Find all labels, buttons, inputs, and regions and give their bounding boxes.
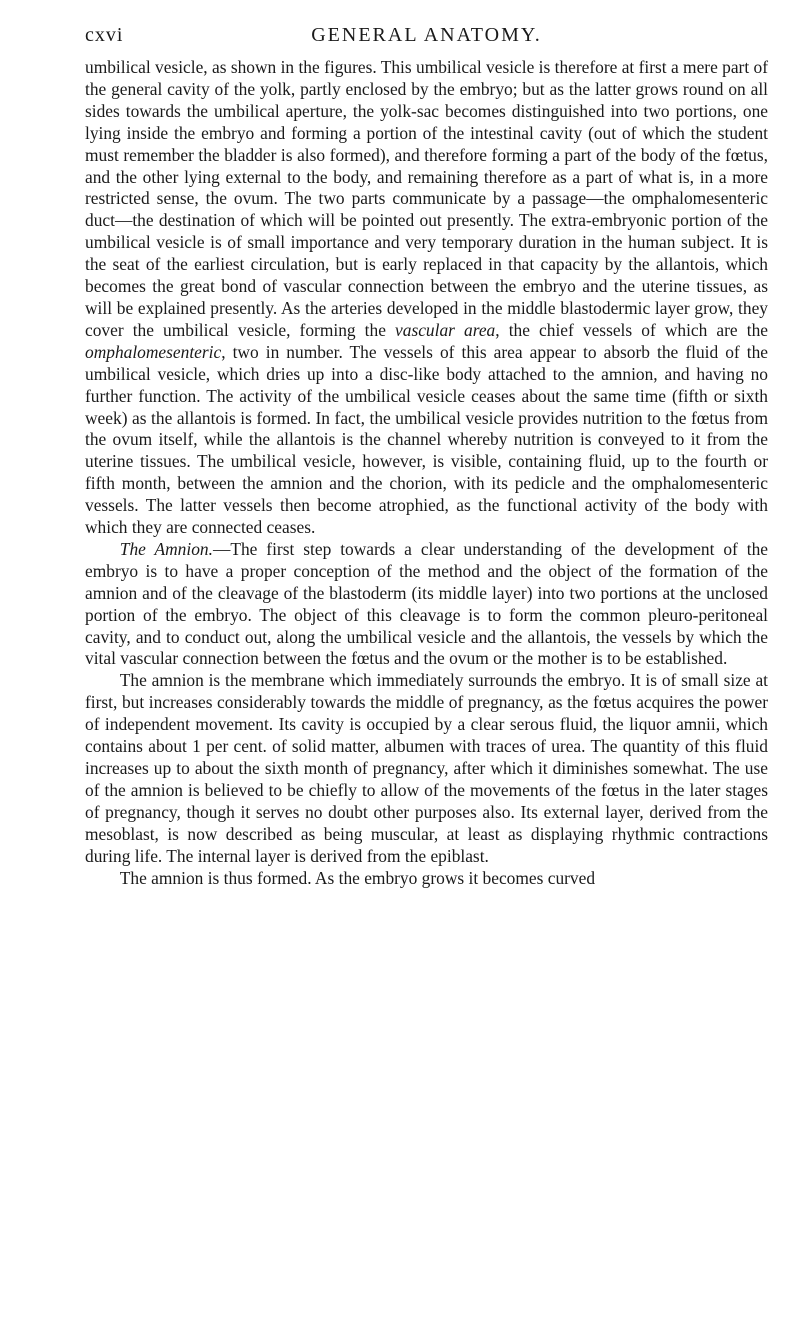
paragraph (85, 539, 768, 670)
text-run: —The first step towards a clear understanding of the development of the embryo is to have a proper conception of the method and the object of the formation of the amnion and of the cleavage of the blastoderm (its middle layer) into two portions at the unclosed portion of the embryo. The object of this cleavage is to form the common pleuro-peritoneal cavity, and to conduct out, along the umbilical vesicle and the allantois, the vessels by which the vital vascular connection between the fœtus and the ovum or the mother is to be established. (85, 538, 768, 669)
text-run: , two in number. The vessels of this area appear to absorb the fluid of the umbilical vesicle, which dries up into a disc-like body attached to the amnion, and having no further function. The activity of the umbilical vesicle ceases about the same time (fifth or sixth week) as the allantois is formed. In fact, the umbilical vesicle provides nutrition to the fœtus from the ovum itself, while the allantois is the channel whereby nutrition is conveyed to it from the uterine tissues. The umbilical vesicle, however, is visible, containing fluid, up to the fourth or fifth month, between the amnion and the chorion, with its pedicle and the omphalomesenteric vessels. The latter vessels then become atrophied, as the functional activity of the body with which they are connected ceases. (85, 341, 768, 538)
running-title: GENERAL ANATOMY. (311, 24, 542, 46)
book-page (85, 22, 768, 889)
text-run: The amnion is thus formed. As the embryo grows it becomes curved (119, 867, 596, 888)
italic-text: omphalomesenteric (85, 341, 222, 362)
page-number: cxvi (85, 24, 124, 46)
page-header (85, 22, 768, 50)
text-run: The amnion is the membrane which immediately surrounds the embryo. It is of small size at first, but increases considerably towards the middle of pregnancy, as the fœtus acquires the power of independent movement. Its cavity is occupied by a clear serous fluid, the liquor amnii, which contains about 1 per cent. of solid matter, albumen with traces of urea. The quantity of this fluid increases up to about the sixth month of pregnancy, after which it diminishes somewhat. The use of the amnion is believed to be chiefly to allow of the movements of the fœtus in the later stages of pregnancy, though it serves no doubt other purposes also. Its external layer, derived from the mesoblast, is now described as being muscular, at least as displaying rhythmic contractions during life. The internal layer is derived from the epiblast. (85, 670, 768, 866)
paragraph (85, 57, 768, 539)
italic-text: vascular area (395, 319, 496, 340)
text-run: umbilical vesicle, as shown in the figures. This umbilical vesicle is therefore at first a mere part of the general cavity of the yolk, partly enclosed by the embryo; but as the latter grows round on all sides towards the umbilical aperture, the yolk-sac becomes distinguished into two portions, one lying inside the embryo and forming a portion of the intestinal cavity (out of which the student must remember the bladder is also formed), and therefore forming a part of the body of the fœtus, and the other lying external to the body, and remaining therefore as a part of what is, in a more restricted sense, the ovum. The two parts communicate by a passage—the omphalomesenteric duct—the destination of which will be pointed out presently. The extra-embryonic portion of the umbilical vesicle is of small importance and very temporary duration in the human subject. It is the seat of the earliest circulation, but is early replaced in that capacity by the allantois, which becomes the great bond of vascular connection between the embryo and the uterine tissues, as will be explained presently. As the arteries developed in the middle blastodermic layer grow, they cover the umbilical vesicle, forming the (85, 57, 769, 340)
text-run: , the chief vessels of which are the (495, 319, 768, 340)
paragraph (85, 670, 768, 867)
italic-text: The Amnion. (119, 538, 213, 559)
paragraph (85, 868, 768, 890)
body-text (85, 57, 768, 889)
